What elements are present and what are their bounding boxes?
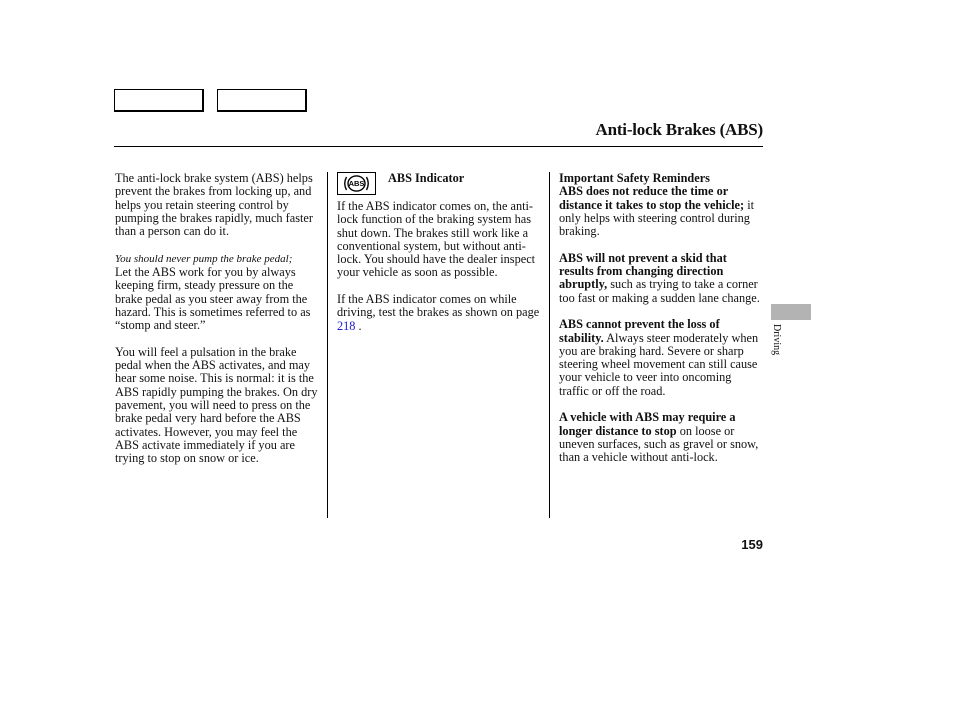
abs-test-end: . <box>358 318 362 333</box>
abs-indicator-header <box>337 172 542 198</box>
reminder-1-bold: ABS does not reduce the time or distance it takes to stop the vehicle; <box>559 184 745 212</box>
column-divider <box>327 172 328 518</box>
abs-indicator-heading: ABS Indicator <box>388 171 465 185</box>
stomp-text: Let the ABS work for you by always keeping firm, steady pressure on the brake pedal as you steer away from the hazard. This is sometimes referred to as “stomp and steer.” <box>115 265 311 333</box>
reminder-4-text: on loose or uneven surfaces, such as gravel or snow, than a vehicle without anti-lock. <box>559 423 759 465</box>
page-title: Anti-lock Brakes (ABS) <box>595 120 763 139</box>
column-intro <box>115 172 321 479</box>
reminder-2-bold: ABS will not prevent a skid that results from changing direction abruptly, <box>559 250 727 292</box>
column-divider <box>549 172 550 518</box>
reminder-3-text: Always steer moderately when you are braking hard. Severe or sharp steering wheel movement can still cause your vehicle to veer into oncoming traffic or off the road. <box>559 330 759 398</box>
page-number: 159 <box>741 537 763 552</box>
nav-prev-button[interactable] <box>114 89 204 112</box>
abs-indicator-paragraph: If the ABS indicator comes on, the anti-lock function of the braking system has shut down. The brakes still work like a conventional system, but without anti-lock. You should have the dealer inspect your vehicle as soon as possible. <box>337 199 536 280</box>
reminder-4 <box>559 411 763 464</box>
column-safety-reminders <box>559 172 763 478</box>
reminder-2 <box>559 252 763 305</box>
pump-warning-note: You should never pump the brake pedal; <box>115 252 293 265</box>
reminder-1 <box>559 172 763 238</box>
intro-paragraph: The anti-lock brake system (ABS) helps prevent the brakes from locking up, and helps you retain steering control by pumping the brakes rapidly, much faster than a person can do it. <box>115 171 313 239</box>
title-rule <box>114 146 763 147</box>
abs-test-paragraph <box>337 293 542 333</box>
reminder-1-text: it only helps with steering control during braking. <box>559 197 755 239</box>
reminder-3 <box>559 318 763 398</box>
reminder-2-text: such as trying to take a corner too fast or making a sudden lane change. <box>559 277 760 305</box>
page-218-link[interactable]: 218 <box>337 318 356 333</box>
stomp-paragraph <box>115 252 321 333</box>
abs-indicator-icon <box>337 172 376 195</box>
abs-icon-text: ABS <box>348 179 365 189</box>
section-label: Driving <box>771 324 782 356</box>
reminder-4-bold: A vehicle with ABS may require a longer distance to stop <box>559 410 736 438</box>
abs-test-text: If the ABS indicator comes on while driving, test the brakes as shown on page <box>337 292 540 320</box>
section-tab[interactable] <box>771 304 811 320</box>
column-abs-indicator <box>337 172 542 346</box>
reminders-heading: Important Safety Reminders <box>559 171 710 185</box>
pulsation-paragraph: You will feel a pulsation in the brake pedal when the ABS activates, and may hear some noise. This is normal: it is the ABS rapidly pumping the brakes. On dry pavement, you will need to press on the brake pedal very hard before the ABS activates. However, you may feel the ABS activate immediately if you are trying to stop on snow or ice. <box>115 344 318 466</box>
reminder-3-bold: ABS cannot prevent the loss of stability. <box>559 317 720 345</box>
nav-next-button[interactable] <box>217 89 307 112</box>
